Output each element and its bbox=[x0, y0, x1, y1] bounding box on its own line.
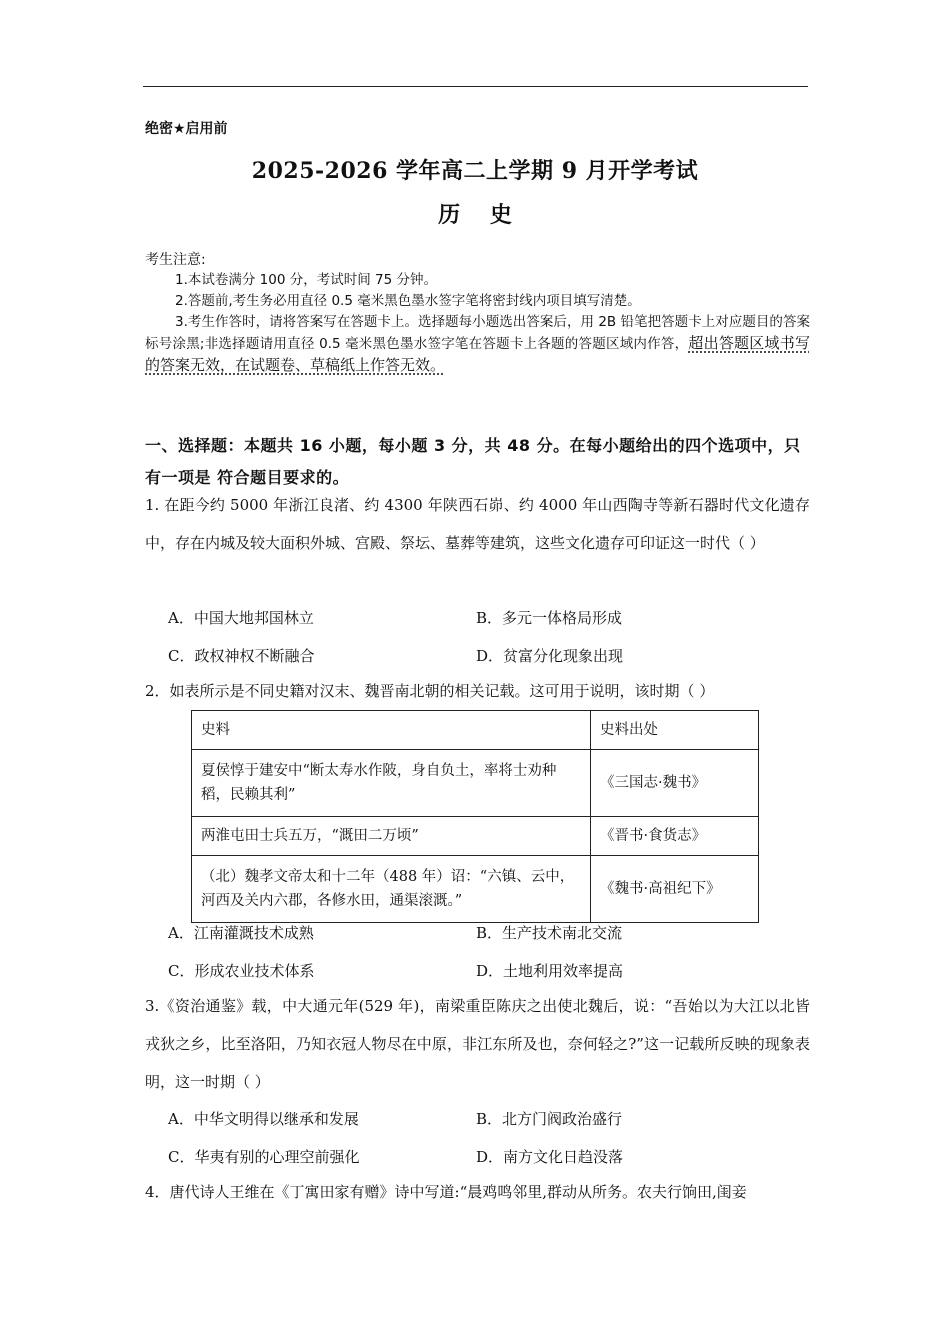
question-3-option-b: B．北方门阀政治盛行 bbox=[476, 1110, 623, 1128]
source-table bbox=[191, 710, 759, 923]
notice-item-1: 1.本试卷满分 100 分，考试时间 75 分钟。 bbox=[175, 272, 437, 288]
question-1-option-d: D．贫富分化现象出现 bbox=[476, 647, 624, 665]
exam-title: 2025-2026 学年高二上学期 9 月开学考试 bbox=[251, 158, 699, 184]
table-cell: 《三国志·魏书》 bbox=[591, 750, 759, 817]
table-cell: 夏侯惇于建安中“断太寿水作陂，身自负土，率将士劝种稻，民赖其利” bbox=[192, 750, 591, 817]
table-header-source: 史料 bbox=[192, 711, 591, 750]
question-2-option-c: C．形成农业技术体系 bbox=[168, 962, 315, 980]
table-cell: 《晋书·食货志》 bbox=[591, 817, 759, 856]
table-row bbox=[192, 750, 759, 817]
notice-item-2: 2.答题前,考生务必用直径 0.5 毫米黑色墨水签字笔将密封线内项目填写清楚。 bbox=[175, 293, 641, 309]
table-cell: （北）魏孝文帝太和十二年（488 年）诏：“六镇、云中，河西及关内六郡，各修水田，通渠滚溉。” bbox=[192, 856, 591, 923]
question-1-stem: 1. 在距今约 5000 年浙江良渚、约 4300 年陕西石峁、约 4000 年山西陶寺等新石器时代文化遗存中，存在内城及较大面积外城、宫殿、祭坛、墓葬等建筑，这些文化遗存可印证这一时代（ ） bbox=[145, 496, 810, 552]
question-3-option-a: A．中华文明得以继承和发展 bbox=[168, 1110, 359, 1128]
notice-heading: 考生注意: bbox=[145, 252, 206, 268]
table-header-row bbox=[192, 711, 759, 750]
table-header-origin: 史料出处 bbox=[591, 711, 759, 750]
question-3-stem: 3.《资治通鉴》载，中大通元年(529 年)，南梁重臣陈庆之出使北魏后，说：“吾始以为大江以北皆戎狄之乡，比至洛阳，乃知衣冠人物尽在中原，非江东所及也，奈何轻之?”这一记载所反映的现象表明，这一时期（ ） bbox=[145, 997, 810, 1091]
table-cell: 两淮屯田士兵五万，“溉田二万顷” bbox=[192, 817, 591, 856]
question-1-option-c: C．政权神权不断融合 bbox=[168, 647, 315, 665]
question-4-stem: 4．唐代诗人王维在《丁寓田家有赠》诗中写道:“晨鸡鸣邻里,群动从所务。农夫行饷田,闺妾 bbox=[145, 1183, 747, 1201]
question-3-option-d: D．南方文化日趋没落 bbox=[476, 1148, 624, 1166]
question-2-stem: 2．如表所示是不同史籍对汉末、魏晋南北朝的相关记载。这可用于说明，该时期（ ） bbox=[145, 682, 715, 700]
section-heading: 一、选择题：本题共 16 小题，每小题 3 分，共 48 分。在每小题给出的四个选项中，只有一项是 符合题目要求的。 bbox=[145, 436, 801, 487]
question-1-option-a: A．中国大地邦国林立 bbox=[168, 609, 314, 627]
question-2-option-a: A．江南灌溉技术成熟 bbox=[168, 924, 314, 942]
question-2-option-b: B．生产技术南北交流 bbox=[476, 924, 623, 942]
secret-label: 绝密★启用前 bbox=[145, 121, 228, 137]
header-rule bbox=[143, 86, 808, 87]
question-1-option-b: B．多元一体格局形成 bbox=[476, 609, 623, 627]
notice-item-3 bbox=[145, 312, 810, 377]
notice-item-3-text: 3.考生作答时，请将答案写在答题卡上。选择题每小题选出答案后，用 2B 铅笔把答题卡上对应题目的答案标号涂黑;非选择题请用直径 0.5 毫米黑色墨水签字笔在答题卡上各题的答题区域内作答， bbox=[145, 314, 810, 352]
table-row bbox=[192, 856, 759, 923]
question-3-option-c: C．华夷有别的心理空前强化 bbox=[168, 1148, 360, 1166]
table-cell: 《魏书·高祖纪下》 bbox=[591, 856, 759, 923]
table-row bbox=[192, 817, 759, 856]
subject-title: 历 史 bbox=[438, 202, 512, 228]
notice-item-3-emphasis: 超出答题区域书写的答案无效，在试题卷、草稿纸上作答无效。 bbox=[145, 334, 810, 374]
question-2-option-d: D．土地利用效率提高 bbox=[476, 962, 624, 980]
